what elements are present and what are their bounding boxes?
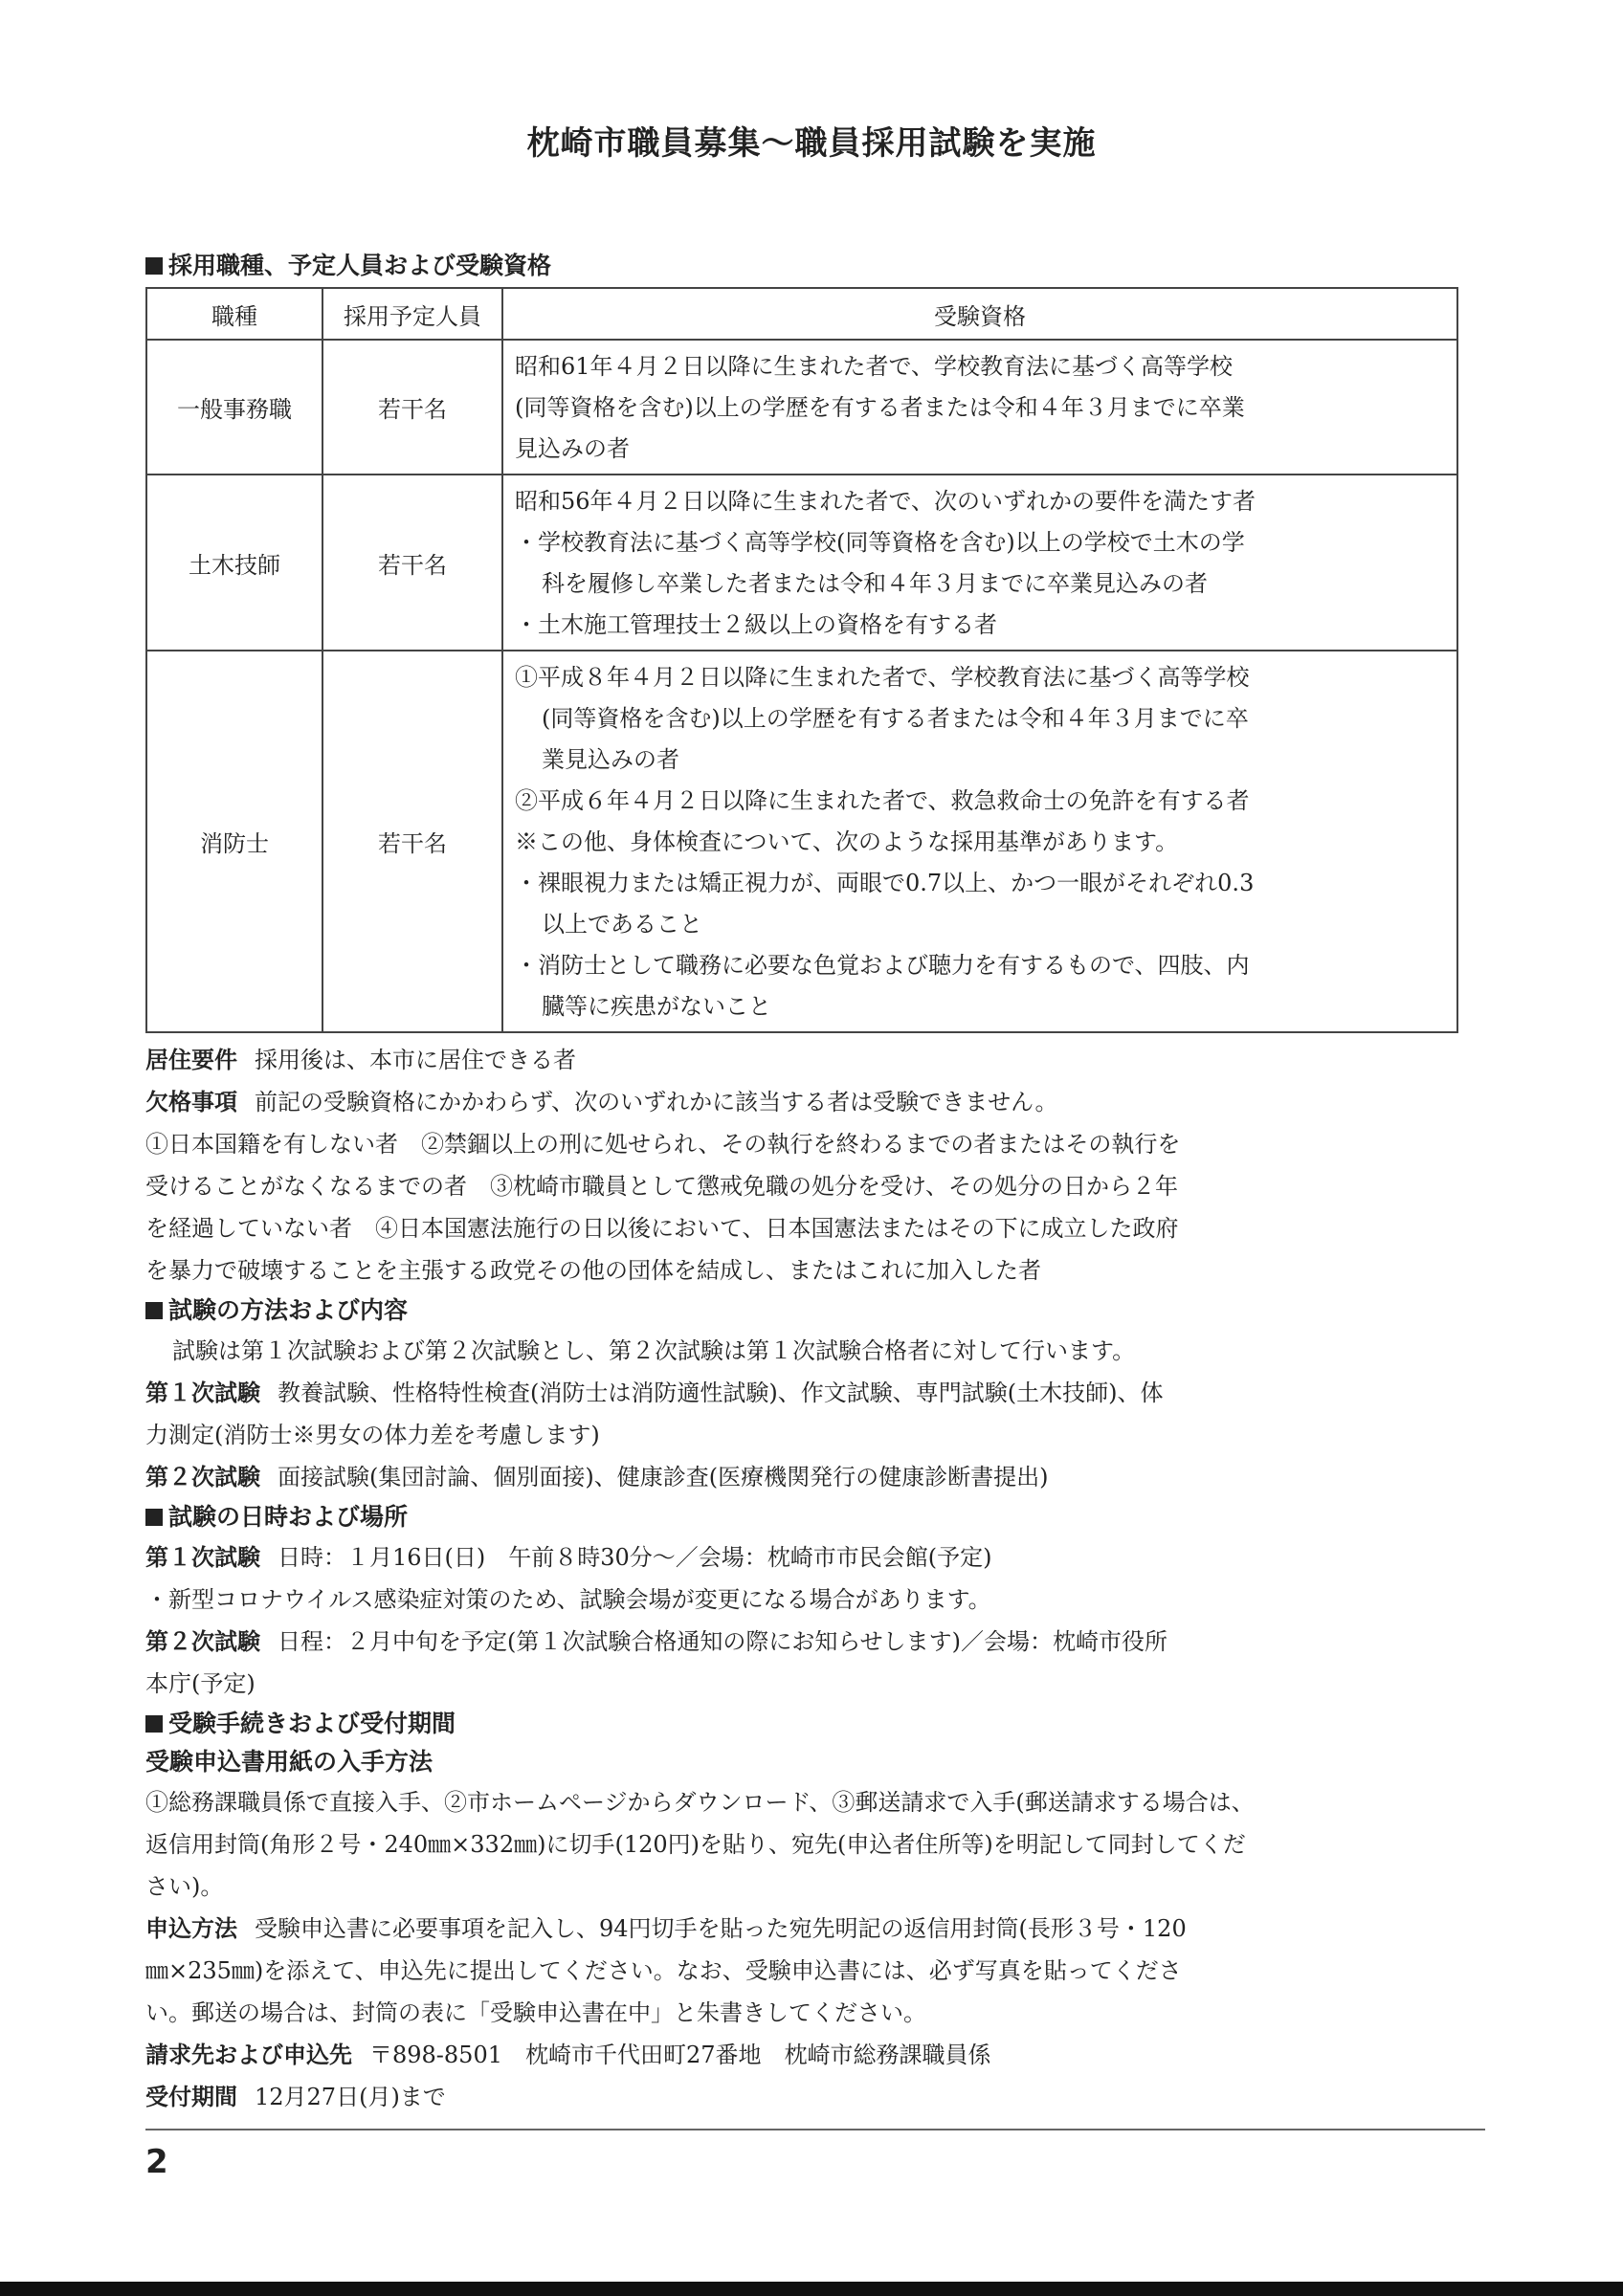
- contact-label: 請求先および申込先: [145, 2042, 352, 2068]
- first-exam-label: 第１次試験: [145, 1380, 260, 1406]
- section-heading-qualifications: 採用職種、予定人員および受験資格: [145, 247, 1456, 285]
- qualification-line: ・裸眼視力または矯正視力が、両眼で0.7以上、かつ一眼がそれぞれ0.3: [515, 870, 1255, 896]
- qualification-line: 業見込みの者: [542, 746, 679, 773]
- disqualification-line: を経過していない者 ④日本国憲法施行の日以後において、日本国憲法またはその下に成立した政府: [145, 1215, 1179, 1242]
- qualification-cell: [502, 340, 1457, 475]
- table-header-cell: 受験資格: [502, 288, 1457, 340]
- period: 受付期間 12月27日(月)まで: [145, 2084, 446, 2110]
- second-exam-schedule-cont: 本庁(予定): [145, 1670, 256, 1697]
- scan-edge: [0, 2282, 1623, 2296]
- qualification-line: 以上であること: [542, 911, 702, 938]
- apply-label: 申込方法: [145, 1915, 237, 1942]
- qualification-line: ・土木施工管理技士２級以上の資格を有する者: [515, 611, 997, 638]
- first-exam-label: 第１次試験: [145, 1544, 260, 1571]
- first-exam-content-cont: 力測定(消防士※男女の体力差を考慮します): [145, 1422, 600, 1448]
- section-heading-exam-method: 試験の方法および内容: [145, 1292, 1456, 1330]
- second-exam-label: 第２次試験: [145, 1464, 260, 1490]
- disqualification-line: 受けることがなくなるまでの者 ③枕崎市職員として懲戒免職の処分を受け、その処分の日から２年: [145, 1173, 1179, 1200]
- second-exam-content: 第２次試験 面接試験(集団討論、個別面接)、健康診査(医療機関発行の健康診断書提出): [145, 1464, 1049, 1490]
- section-heading-schedule: 試験の日時および場所: [145, 1498, 1456, 1536]
- table-header-row: [146, 288, 1457, 340]
- covid-note: ・新型コロナウイルス感染症対策のため、試験会場が変更になる場合があります。: [145, 1586, 991, 1613]
- howto-line: 返信用封筒(角形２号・240㎜×332㎜)に切手(120円)を貼り、宛先(申込者住所等)を明記して同封してくだ: [145, 1831, 1246, 1858]
- qualification-line: 見込みの者: [515, 435, 630, 462]
- table-row: [146, 475, 1457, 651]
- disqualification-line: ①日本国籍を有しない者 ②禁錮以上の刑に処せられ、その執行を終わるまでの者またはその執行を: [145, 1131, 1181, 1158]
- contact: 請求先および申込先 〒898-8501 枕崎市千代田町27番地 枕崎市総務課職員係: [145, 2042, 991, 2068]
- qualification-cell: [502, 475, 1457, 651]
- disqualification: [145, 1081, 1456, 1123]
- first-exam-schedule: 第１次試験 日時：１月16日(日) 午前８時30分〜／会場：枕崎市市民会館(予定): [145, 1544, 992, 1571]
- disqualification-label: 欠格事項: [145, 1089, 237, 1115]
- count-cell: 若干名: [322, 475, 502, 651]
- qualification-line: ①平成８年４月２日以降に生まれた者で、学校教育法に基づく高等学校: [515, 664, 1250, 691]
- square-bullet-icon: [145, 1509, 163, 1526]
- apply-method: 申込方法 受験申込書に必要事項を記入し、94円切手を貼った宛先明記の返信用封筒(長形３号・120: [145, 1915, 1187, 1942]
- disqualification-line: を暴力で破壊することを主張する政党その他の団体を結成し、またはこれに加入した者: [145, 1257, 1041, 1284]
- page-title: 枕崎市職員募集〜職員採用試験を実施: [526, 124, 1097, 163]
- footer-divider: [145, 2129, 1485, 2130]
- qualification-line: 昭和61年４月２日以降に生まれた者で、学校教育法に基づく高等学校: [515, 353, 1234, 380]
- subheading-form: 受験申込書用紙の入手方法: [145, 1748, 434, 1776]
- qualification-line: 科を履修し卒業した者または令和４年３月までに卒業見込みの者: [542, 570, 1208, 597]
- job-cell: 土木技師: [146, 475, 322, 651]
- howto-line: ①総務課職員係で直接入手、②市ホームページからダウンロード、③郵送請求で入手(郵送請求する場合は、: [145, 1789, 1255, 1816]
- square-bullet-icon: [145, 257, 163, 275]
- qualification-line: ・消防士として職務に必要な色覚および聴力を有するもので、四肢、内: [515, 952, 1250, 979]
- residence-text: 採用後は、本市に居住できる者: [255, 1047, 576, 1073]
- table-row: [146, 651, 1457, 1032]
- count-cell: 若干名: [322, 340, 502, 475]
- period-label: 受付期間: [145, 2084, 237, 2110]
- table-header-cell: 採用予定人員: [322, 288, 502, 340]
- disqualification-text: 前記の受験資格にかかわらず、次のいずれかに該当する者は受験できません。: [255, 1089, 1058, 1115]
- table-row: [146, 340, 1457, 475]
- content: [145, 247, 1456, 2118]
- table-header-cell: 職種: [146, 288, 322, 340]
- square-bullet-icon: [145, 1302, 163, 1319]
- qualification-line: ②平成６年４月２日以降に生まれた者で、救急救命士の免許を有する者: [515, 787, 1250, 814]
- job-cell: 消防士: [146, 651, 322, 1032]
- page-number: 2: [145, 2143, 168, 2181]
- second-exam-schedule: 第２次試験 日程：２月中旬を予定(第１次試験合格通知の際にお知らせします)／会場：枕崎市役所: [145, 1628, 1168, 1655]
- qualification-line: 昭和56年４月２日以降に生まれた者で、次のいずれかの要件を満たす者: [515, 488, 1256, 515]
- job-cell: 一般事務職: [146, 340, 322, 475]
- apply-method-cont: ㎜×235㎜)を添えて、申込先に提出してください。なお、受験申込書には、必ず写真を貼ってくださ: [145, 1957, 1182, 1984]
- qualification-line: (同等資格を含む)以上の学歴を有する者または令和４年３月までに卒業: [515, 394, 1245, 421]
- howto-line: さい)。: [145, 1873, 224, 1900]
- second-exam-label: 第２次試験: [145, 1628, 260, 1655]
- qualification-line: ※この他、身体検査について、次のような採用基準があります。: [515, 828, 1179, 855]
- apply-method-cont: い。郵送の場合は、封筒の表に「受験申込書在中」と朱書きしてください。: [145, 1999, 926, 2026]
- residence-requirement: [145, 1039, 1456, 1081]
- residence-label: 居住要件: [145, 1047, 237, 1073]
- square-bullet-icon: [145, 1715, 163, 1733]
- section-heading-application: 受験手続きおよび受付期間: [145, 1705, 1456, 1743]
- first-exam-content: 第１次試験 教養試験、性格特性検査(消防士は消防適性試験)、作文試験、専門試験(土木技師)、体: [145, 1380, 1164, 1406]
- qualification-line: ・学校教育法に基づく高等学校(同等資格を含む)以上の学校で土木の学: [515, 529, 1245, 556]
- qualification-line: (同等資格を含む)以上の学歴を有する者または令和４年３月までに卒: [542, 705, 1249, 732]
- qualification-line: 臓等に疾患がないこと: [542, 993, 771, 1020]
- qualification-cell: [502, 651, 1457, 1032]
- qualifications-table: [145, 287, 1458, 1033]
- count-cell: 若干名: [322, 651, 502, 1032]
- exam-intro: 試験は第１次試験および第２次試験とし、第２次試験は第１次試験合格者に対して行います。: [172, 1337, 1136, 1364]
